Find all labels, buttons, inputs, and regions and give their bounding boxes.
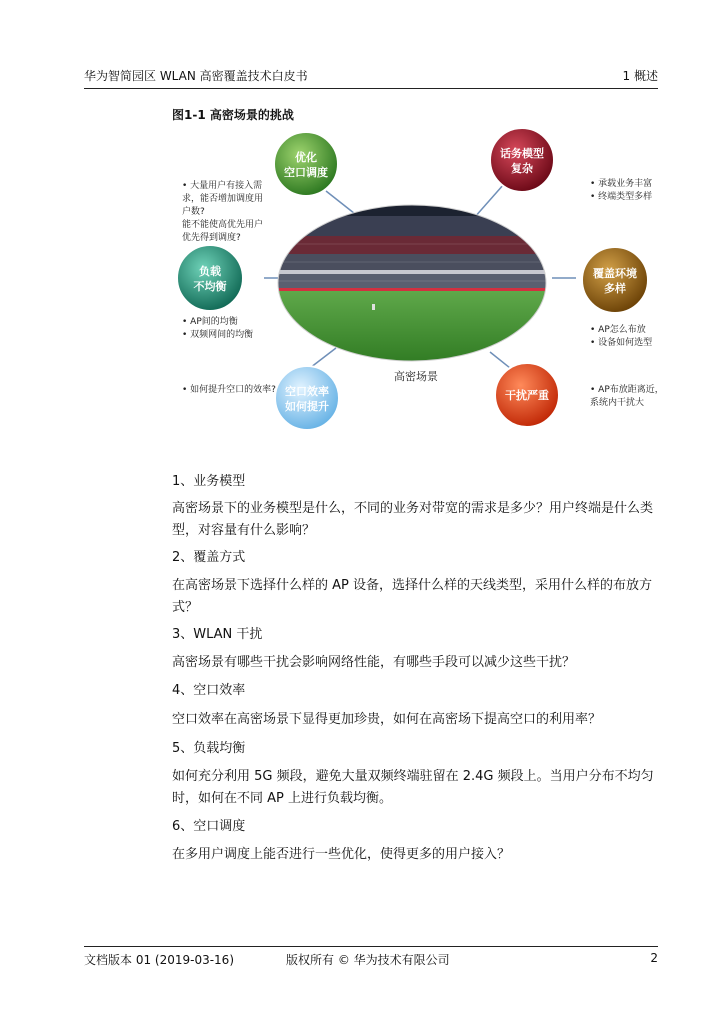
notes-top-right <box>590 178 652 204</box>
note-line: • 设备如何选型 <box>590 338 653 348</box>
efficiency-label-line1: 空口效率 <box>285 385 329 398</box>
document-version: 文档版本 01 (2019-03-16) <box>84 953 235 967</box>
section-paragraph: 如何充分利用 5G 频段，避免大量双频终端驻留在 2.4G 频段上。当用户分布不均匀时，如何在不同 AP 上进行负载均衡。 <box>172 769 654 806</box>
section-paragraph: 高密场景有哪些干扰会影响网络性能，有哪些手段可以减少这些干扰？ <box>172 655 576 670</box>
note-line: • 承载业务丰富 <box>590 179 653 189</box>
optimize-bubble-label <box>274 150 338 180</box>
interference-label-line1: 干扰严重 <box>505 389 549 402</box>
traffic-label-line1: 话务模型 <box>500 147 544 160</box>
optimize-label-line1: 优化 <box>295 151 317 164</box>
traffic-label-line2: 复杂 <box>511 162 533 175</box>
section-title: 1 概述 <box>622 69 658 83</box>
load-label-line2: 不均衡 <box>193 280 227 293</box>
section-heading: 2、覆盖方式 <box>172 550 246 565</box>
figure-caption: 图1-1 高密场景的挑战 <box>172 108 294 122</box>
note-line: 户数? <box>182 207 205 217</box>
scene-label: 高密场景 <box>394 370 438 383</box>
note-line: 能不能使高优先用户 <box>182 220 264 230</box>
load-bubble-label <box>178 264 242 294</box>
note-line: • 终端类型多样 <box>590 192 653 202</box>
page-number: 2 <box>650 951 658 965</box>
note-line: • 双频网间的均衡 <box>182 330 254 340</box>
efficiency-label-line2: 如何提升 <box>285 400 329 413</box>
note-line: • 大量用户有接入需 <box>182 181 263 191</box>
section-heading: 3、WLAN 干扰 <box>172 627 263 642</box>
coverage-label-line1: 覆盖环境 <box>593 267 637 280</box>
section-heading: 5、负载均衡 <box>172 741 246 756</box>
note-line: • AP布放距离近， <box>590 385 664 395</box>
section-paragraph: 高密场景下的业务模型是什么，不同的业务对带宽的需求是多少？用户终端是什么类型，对容量有什么影响？ <box>172 501 654 538</box>
optimize-label-line2: 空口调度 <box>284 166 328 179</box>
note-line: • AP间的均衡 <box>182 317 238 327</box>
note-line: • AP怎么布放 <box>590 325 646 335</box>
section-heading: 1、业务模型 <box>172 474 246 489</box>
notes-bottom-left <box>182 384 276 397</box>
section-paragraph: 在多用户调度上能否进行一些优化，使得更多的用户接入？ <box>172 847 511 862</box>
note-line: 系统内干扰大 <box>590 398 645 408</box>
section-heading: 4、空口效率 <box>172 683 246 698</box>
copyright: 版权所有 © 华为技术有限公司 <box>286 953 450 967</box>
notes-bottom-right <box>590 384 664 410</box>
traffic-bubble-label <box>490 146 554 176</box>
coverage-label-line2: 多样 <box>604 282 626 295</box>
section-heading: 6、空口调度 <box>172 819 246 834</box>
coverage-bubble-label <box>583 266 647 296</box>
note-line: 求，能否增加调度用 <box>182 194 264 204</box>
note-line: • 如何提升空口的效率? <box>182 385 276 395</box>
section-paragraph: 在高密场景下选择什么样的 AP 设备，选择什么样的天线类型，采用什么样的布放方式？ <box>172 578 652 615</box>
page-footer <box>84 946 658 969</box>
efficiency-bubble-label <box>275 384 339 414</box>
notes-mid-left <box>182 316 253 342</box>
note-line: 优先得到调度? <box>182 233 241 243</box>
notes-mid-right <box>590 324 652 350</box>
document-title: 华为智简园区 WLAN 高密覆盖技术白皮书 <box>84 69 308 83</box>
page-header <box>84 66 658 89</box>
notes-top-left <box>182 180 263 245</box>
load-label-line1: 负载 <box>199 265 221 278</box>
section-paragraph: 空口效率在高密场景下显得更加珍贵，如何在高密场下提高空口的利用率？ <box>172 712 602 727</box>
interference-bubble-label <box>495 388 559 403</box>
